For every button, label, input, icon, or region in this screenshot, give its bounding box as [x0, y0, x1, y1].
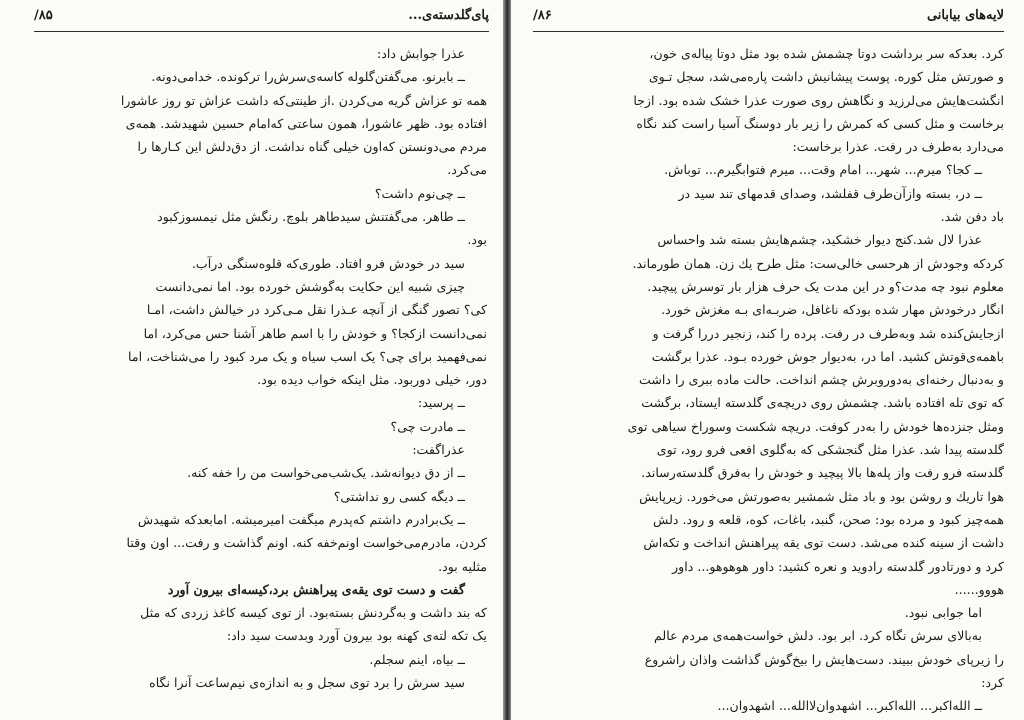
text-line: ــ چی‌نوم داشت؟ [374, 185, 465, 201]
left-page-number: ۸۵/ [34, 8, 53, 23]
text-line: باهمه‌ی‌قوتش کشید. اما در، به‌دیوار جوش خورده بـود. عذرا برگشت [651, 348, 1004, 364]
left-header-rule [34, 31, 489, 32]
text-line: دور، خیلی دوربود. مثل اینکه خواب دیده بود. [257, 372, 487, 388]
text-line: ــ طاهر. می‌گفتنش سیدطاهر بلوچ. رنگش مثل نیمسوزکبود [157, 209, 465, 225]
text-line: باد دفن شد. [940, 209, 1004, 225]
right-page [511, 0, 1024, 720]
text-line: ــ از دق دیوانه‌شد. یک‌شب‌می‌خواست من را خفه کنه. [187, 465, 465, 481]
text-line: ــ بیاه، اینم سجلم. [369, 651, 465, 667]
right-page-number: ۸۶/ [533, 8, 552, 23]
text-line: عذرا لال شد.کنج دیوار خشکید، چشم‌هایش بسته شد واحساس [657, 232, 982, 248]
text-line: و به‌دنبال رخنه‌ای به‌دوروبرش چشم انداخت. حالت ماده ببری را داشت [639, 372, 1004, 388]
text-line: نمی‌دانست ازکجا؟ و خودش را با اسم طاهر آشنا حس می‌کرد، اما [143, 325, 487, 341]
left-page-body [40, 42, 487, 694]
text-line: عذراگفت: [412, 442, 465, 458]
text-line: چیزی شبیه این حکایت به‌گوشش خورده بود. اما نمی‌دانست [155, 278, 465, 294]
text-line: را زیرپای خودش ببیند. دست‌هایش را بیخ‌گوش گذاشت واذان راشروع [644, 651, 1004, 667]
left-page [0, 0, 503, 720]
right-page-title: لایه‌های بیابانی [926, 8, 1004, 23]
text-line: مثلیه بود. [438, 558, 487, 574]
text-line: نمی‌فهمید برای چی؟ یک اسب سیاه و یک مرد کبود را می‌شناخت، اما [128, 348, 487, 364]
left-page-header [34, 8, 489, 30]
text-line: که توی تله افتاده باشد. چشمش روی دریچه‌ی گلدسته ایستاد، برگشت [641, 395, 1004, 411]
text-line: ازجایش‌کنده شد و‌به‌طرف در رفت. پرده را کند، زنجیر دررا گرفت و [652, 325, 1004, 341]
text-line: معلوم نبود چه مدت؟و در این مدت یک حرف هزار بار توسرش پیچید. [647, 278, 1004, 294]
text-line: عذرا جوابش داد: [376, 46, 465, 61]
text-line: و صورتش مثل کوره. پوست پیشانیش داشت پاره‌می‌شد، سجل تـوی [648, 69, 1004, 85]
text-line: کرد و دورتادور گلدسته رادوید و نعره کشید: داور هوهوهو... داور [672, 558, 1004, 574]
text-line: کردن، مادرم‌می‌خواست اونم‌خفه کنه. اونم گذاشت و رفت... اون وقتا [126, 535, 487, 551]
text-line: کی؟ تصور گنگی از آنچه عـذرا نقل مـی‌کرد در خیالش داشت، امـا [146, 302, 487, 318]
text-line: اما جوابی نبود. [904, 605, 982, 621]
text-line: هووو...... [954, 581, 1004, 597]
right-page-body [533, 42, 1004, 718]
left-page-title: پای‌گلدسته‌ی... [408, 8, 489, 23]
text-line: ــ دیگه کسی رو نداشتی؟ [333, 488, 465, 504]
text-line: ومثل جنزده‌ها خودش را به‌در کوفت. دریچه شکست وسوراخ سیاهی توی [627, 418, 1004, 434]
text-line: می‌کرد. [447, 162, 487, 178]
text-line: انگار درخودش مهار شده بودکه ناغافل، ضربـه‌ای بـه مغزش خورد. [661, 302, 1004, 318]
text-line: ــ کجا؟ میرم... شهر... امام وقت... میرم فتوابگیرم... توباش. [664, 162, 982, 178]
text-line: برخاست و مثل کسی که کمرش را زیر بار دوسنگ آسیا راست کند نگاه [636, 115, 1004, 131]
text-line: گلدسته فرو رفت واز پله‌ها بالا پیچید و خودش را به‌فرق گلدسته‌رساند. [641, 465, 1004, 481]
text-line: مردم می‌دونستن که‌اون خیلی گناه نداشت. از دق‌دلش این کـارها را [137, 139, 487, 155]
text-line: به‌بالای سرش نگاه کرد. ابر بود. دلش خواست‌همه‌ی مردم عالم [654, 628, 982, 644]
text-line: یک تکه لته‌ی کهنه بود بیرون آورد وبدست سید داد: [226, 628, 487, 644]
text-line: که بند داشت و به‌گردنش بسته‌بود. از توی کیسه کاغذ زردی که مثل [140, 605, 487, 621]
text-line: کرد. بعدکه سر برداشت دوتا چشمش شده بود مثل دوتا پیاله‌ی خون، [649, 46, 1004, 61]
text-line: داشت از سینه کنده می‌شد. دست توی یقه پیراهنش انداخت و تکه‌اش [643, 535, 1004, 551]
right-header-rule [533, 31, 1004, 32]
text-line: سید سرش را برد توی سجل و به اندازه‌ی نیم‌ساعت آنرا نگاه [149, 675, 465, 691]
right-page-header [533, 8, 1004, 30]
text-line: افتاده بود. ظهر عاشورا، همون ساعتی که‌امام حسین شهیدشد. همه‌ی [125, 115, 487, 131]
text-line: سید در خودش فرو افتاد. طوری‌که قلوه‌سنگی درآب. [191, 255, 465, 271]
text-line: هوا تاریك و روشن بود و باد مثل شمشیر به‌صورتش می‌خورد. زیرپایش [639, 488, 1004, 504]
text-line: انگشت‌هایش می‌لرزید و نگاهش روی صورت عذرا خشک شده بود. ازجا [633, 92, 1004, 108]
text-line: کردکه وجودش از هرحسی خالی‌ست: مثل طرح یك زن. همان طورماند. [632, 255, 1004, 271]
text-line: می‌دارد به‌طرف در رفت. عذرا برخاست: [792, 139, 1004, 155]
text-line: گلدسته پیدا شد. عذرا مثل گنجشکی که به‌گلوی افعی فرو رود، توی [656, 442, 1004, 458]
text-line: ــ پرسید: [417, 395, 465, 411]
text-line: ــ یک‌برادرم داشتم که‌پدرم میگفت امیرمیشه. امابعدکه شهیدش [137, 511, 465, 527]
text-line: گفت و دست توی یقه‌ی پیراهنش برد،کیسه‌ای بیرون آورد [167, 581, 465, 597]
text-line: ــ الله‌اکبر... الله‌اکبر... اشهدوان‌لاالله... اشهدوان... [717, 698, 982, 714]
text-line: کرد: [981, 675, 1004, 691]
text-line: ــ بابرنو. می‌گفتن‌گلوله کاسه‌ی‌سرش‌را ترکونده. خدامی‌دونه. [151, 69, 465, 85]
text-line: ــ مادرت چی؟ [390, 418, 465, 434]
text-line: ــ در، بسته وازآن‌طرف قفلشد، وصدای قدمهای تند سید در [678, 185, 982, 201]
text-line: همه‌چیز کبود و مرده بود: صحن، گنبد، باغات، کوه، قلعه و رود. دلش [653, 511, 1004, 527]
text-line: بود. [467, 232, 487, 248]
book-gutter [503, 0, 511, 720]
text-line: همه تو عزاش گریه می‌کردن .از طینتی‌که داشت عزاش تو روز عاشورا [120, 92, 487, 108]
